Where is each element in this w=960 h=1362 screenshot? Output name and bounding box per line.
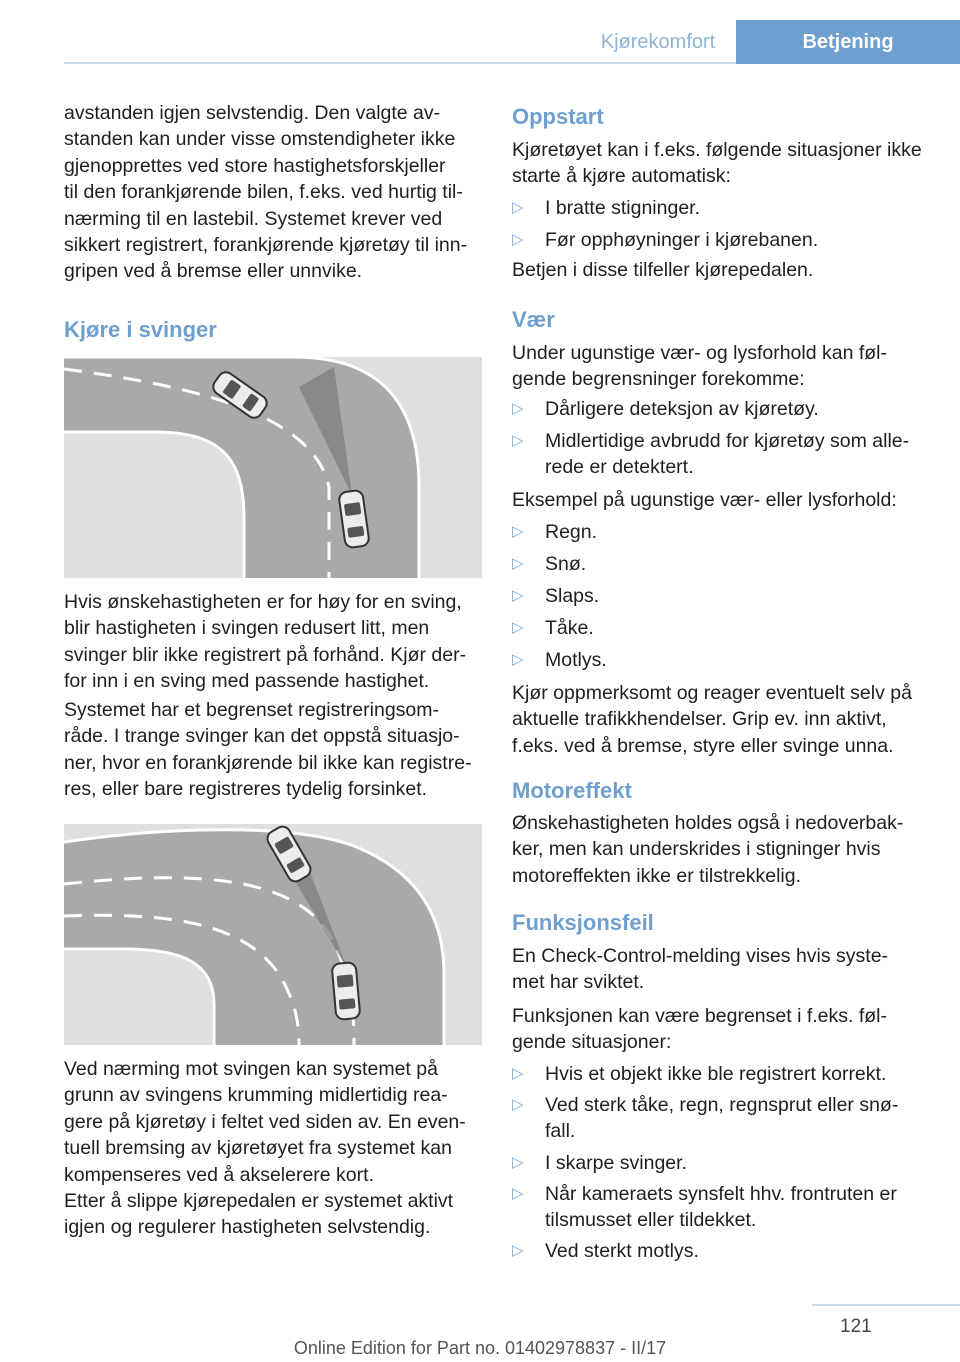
section-heading-vaer: Vær [512, 307, 555, 332]
triangle-right-icon: ▷ [512, 523, 524, 540]
paragraph-2: Systemet har et begrenset registreringsom- råde. I trange svinger kan det oppstå situasjo- ner, hvor en forankjørende bil ikke kan registre- res, eller bare registreres tydelig forsinket. [64, 699, 472, 801]
triangle-right-icon: ▷ [512, 555, 524, 572]
section-heading-oppstart: Oppstart [512, 104, 604, 129]
paragraph-1: Hvis ønskehastigheten er for høy for en sving, blir hastigheten i svingen redusert litt, men svinger blir ikke registrert på forhånd. Kjør der- for inn i en sving med passende hastighet. [64, 591, 467, 693]
triangle-right-icon: ▷ [512, 619, 524, 636]
motor-text: Ønskehastigheten holdes også i nedoverbak- ker, men kan underskrides i stigninger hvis motoreffekten ikke er tilstrekkelig. [512, 812, 904, 887]
paragraph-3: Ved nærming mot svingen kan systemet på grunn av svingens krumming midlertidig rea- gere på kjøretøy i feltet ved siden av. En even- tuell bremsing av kjøretøyet fra systemet kan kompenseres ved å akselerere kort. [64, 1058, 466, 1186]
section-tab[interactable]: Betjening [736, 20, 960, 64]
triangle-right-icon: ▷ [512, 231, 524, 248]
funk-text-1: En Check-Control-melding vises hvis syste- met har sviktet. [512, 945, 889, 994]
triangle-right-icon: ▷ [512, 400, 524, 417]
vaer-after: Kjør oppmerksomt og reager eventuelt selv på aktuelle trafikkhendelser. Grip ev. inn aktivt, f.eks. ved å bremse, styre eller svinge unna. [512, 682, 912, 757]
section-heading-motoreffekt: Motoreffekt [512, 778, 632, 803]
triangle-right-icon: ▷ [512, 587, 524, 604]
triangle-right-icon: ▷ [512, 651, 524, 668]
triangle-right-icon: ▷ [512, 1185, 524, 1202]
triangle-right-icon: ▷ [512, 1096, 524, 1113]
figure-curve-1 [64, 357, 482, 578]
triangle-right-icon: ▷ [512, 1242, 524, 1259]
vaer-text: Under ugunstige vær- og lysforhold kan føl- gende begrensninger forekomme: [512, 342, 888, 391]
paragraph-4: Etter å slippe kjørepedalen er systemet aktivt igjen og regulerer hastigheten selvstendig. [64, 1190, 454, 1239]
intro-paragraph: avstanden igjen selvstendig. Den valgte av- standen kan under visse omstendigheter ikke gjenopprettes ved store hastighetsforskjeller til den forankjørende bilen, f.eks. ved hurtig til- nærming til en lastebil. Systemet krever ved sikkert registrert, forankjørende kjøretøy til inn- gripen ved å bremse eller unnvike. [64, 102, 468, 283]
figure-curve-2 [64, 824, 482, 1045]
triangle-right-icon: ▷ [512, 1154, 524, 1171]
vaer-example: Eksempel på ugunstige vær- eller lysforhold: [512, 489, 897, 511]
chapter-tab[interactable]: Kjørekomfort [600, 31, 716, 53]
section-heading-funksjonsfeil: Funksjonsfeil [512, 910, 654, 935]
page-number: 121 [840, 1316, 872, 1337]
curve-illustration-2 [64, 824, 482, 1045]
triangle-right-icon: ▷ [512, 1065, 524, 1082]
triangle-right-icon: ▷ [512, 199, 524, 216]
oppstart-text: Kjøretøyet kan i f.eks. følgende situasjoner ikke starte å kjøre automatisk: [512, 139, 922, 188]
triangle-right-icon: ▷ [512, 432, 524, 449]
oppstart-after: Betjen i disse tilfeller kjørepedalen. [512, 259, 814, 281]
footer-rule [812, 1304, 960, 1306]
curve-illustration-1 [64, 357, 482, 578]
edition-footer: Online Edition for Part no. 01402978837 - II/17 [293, 1338, 667, 1358]
section-heading-svinger: Kjøre i svinger [64, 317, 217, 342]
funk-text-2: Funksjonen kan være begrenset i f.eks. føl- gende situasjoner: [512, 1005, 888, 1054]
